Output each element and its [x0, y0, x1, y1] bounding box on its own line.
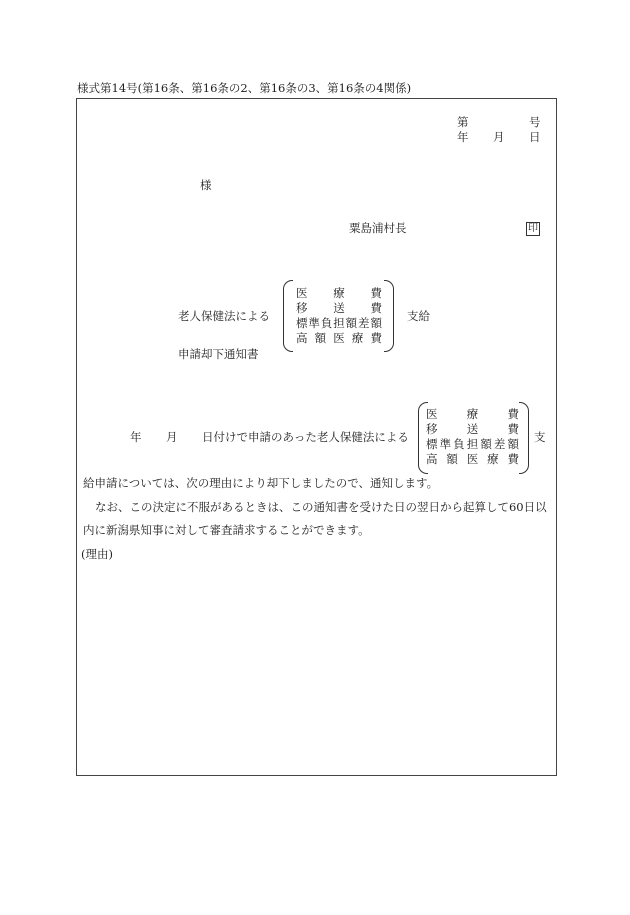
body-option-char: 費 — [507, 422, 519, 436]
body-option-char: 送 — [466, 422, 479, 436]
body-option-2 — [426, 424, 519, 436]
date-year: 年 — [457, 130, 469, 144]
body-month: 月 — [166, 430, 178, 444]
title-option-3 — [296, 318, 382, 330]
title-prefix: 老人保健法による — [178, 309, 270, 323]
title-option-char: 費 — [370, 331, 382, 345]
title-bracket-left — [283, 280, 293, 352]
title-option-char: 担 — [333, 316, 345, 330]
date-month: 月 — [493, 130, 505, 144]
body-suffix-char: 支 — [534, 430, 546, 444]
form-caption: 様式第14号(第16条、第16条の2、第16条の3、第16条の4関係) — [77, 81, 412, 95]
body-option-char: 差 — [493, 437, 506, 451]
title-option-char: 医 — [333, 331, 345, 345]
body-option-char: 担 — [466, 437, 479, 451]
body-line2: 給申請については、次の理由により却下しましたので、通知します。 — [83, 476, 439, 490]
title-option-char: 額 — [370, 316, 382, 330]
title-option-char: 額 — [345, 316, 358, 330]
title-option-char: 療 — [351, 331, 364, 345]
title-suffix: 支給 — [407, 309, 430, 323]
body-option-4 — [426, 454, 519, 466]
body-option-1 — [426, 409, 519, 421]
title-option-char: 額 — [314, 331, 327, 345]
title-option-char: 高 — [296, 331, 308, 345]
issuer-title: 粟島浦村長 — [349, 221, 407, 235]
title-option-char: 費 — [370, 286, 382, 300]
title-option-1 — [296, 288, 382, 300]
body-option-char: 移 — [426, 422, 438, 436]
title-option-char: 標 — [296, 316, 308, 330]
title-option-char: 医 — [296, 286, 308, 300]
body-option-char: 費 — [507, 407, 519, 421]
notice-dai: 第 — [457, 115, 469, 129]
title-option-char: 療 — [333, 286, 345, 300]
reason-label: (理由) — [81, 547, 113, 561]
body-option-char: 標 — [426, 437, 438, 451]
body-option-char: 療 — [487, 452, 499, 466]
body-bracket-right — [519, 402, 529, 474]
title-bracket-right — [384, 280, 394, 352]
seal-mark: 印 — [528, 223, 538, 234]
body-line4: 内に新潟県知事に対して審査請求することができます。 — [83, 523, 370, 537]
body-year: 年 — [130, 430, 142, 444]
body-line3: なお、この決定に不服があるときは、この通知書を受けた日の翌日から起算して60日以 — [95, 500, 547, 514]
title-option-char: 負 — [320, 316, 333, 330]
body-option-char: 療 — [466, 407, 479, 421]
body-option-char: 準 — [439, 437, 452, 451]
title-option-char: 差 — [358, 316, 370, 330]
body-option-char: 医 — [426, 407, 438, 421]
notice-go: 号 — [529, 115, 541, 129]
date-day: 日 — [529, 130, 541, 144]
title-option-char: 準 — [308, 316, 320, 330]
body-option-char: 費 — [507, 452, 519, 466]
body-option-char: 額 — [507, 437, 519, 451]
addressee-honorific: 様 — [200, 178, 212, 192]
body-option-char: 負 — [453, 437, 465, 451]
body-option-3 — [426, 439, 519, 451]
body-intro: 日付けで申請のあった老人保健法による — [202, 430, 409, 444]
body-option-char: 額 — [446, 452, 458, 466]
body-option-char: 高 — [426, 452, 438, 466]
body-option-char: 額 — [480, 437, 492, 451]
title-option-4 — [296, 333, 382, 345]
title-option-char: 費 — [370, 301, 382, 315]
title-option-char: 送 — [333, 301, 345, 315]
body-option-char: 医 — [466, 452, 479, 466]
title-option-char: 移 — [296, 301, 308, 315]
title-line2: 申請却下通知書 — [178, 347, 259, 361]
title-option-2 — [296, 303, 382, 315]
